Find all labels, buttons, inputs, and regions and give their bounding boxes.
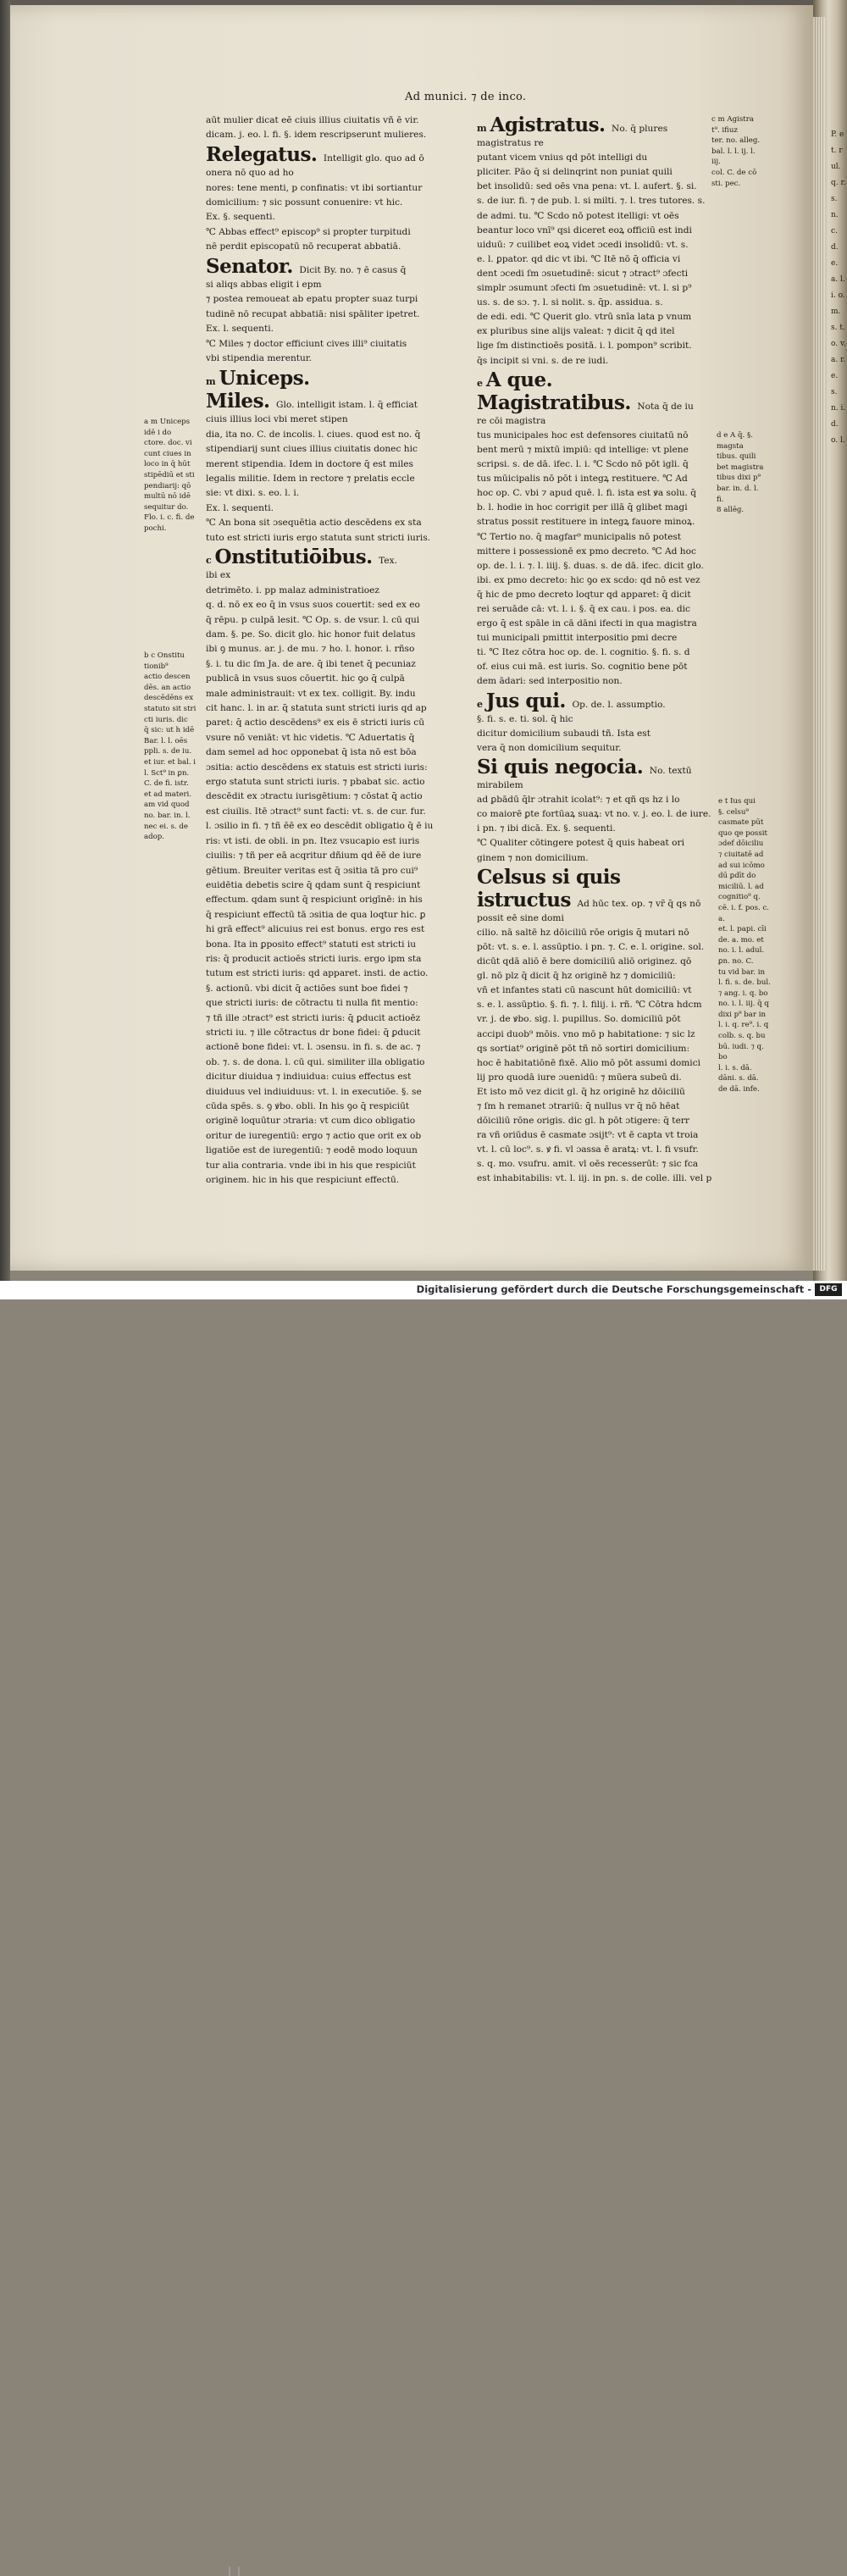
rubric-heading: Jus qui.: [485, 689, 573, 712]
left-column-paragraph: [206, 143, 460, 225]
rubric-heading: Senator.: [206, 254, 300, 278]
margin-gloss-right-1: c m Agistra t⁹. ifiuz ter. no. alleg. bal. l. l. ij. l. iij. col. C. de cō sti. pec.: [711, 115, 761, 188]
right-column-paragraph: [477, 114, 716, 368]
digitization-footer: [0, 1281, 847, 1299]
left-text-column: [206, 114, 460, 1188]
right-text-column: [477, 114, 716, 1187]
left-column-paragraph: [206, 516, 460, 546]
body-text: Nota q̄ de iu re cōi magistra tus municipales hoc est defensores ciuitatū nō bent merū ⁊ mixtū impiū: qd intellige: vt plene scripsi. s. de dā. ifec. l. i. ℃ Scdo nō pōt igli. q̄ tus mūicipalis nō pōt i integꝝ restituere. ℃ Ad hoc op. C. vbi ⁊ apud quē. l. fi. ista est ꝟa solu. q̄ b. l. hodie in hoc corrigit per illā q̄ glibet magi stratus possit restituere in integꝝ fauore minoꝝ. ℃ Tertio no. q̄ magfar⁹ municipalis nō potest mittere i possessionē ex pmo decreto. ℃ Ad hoc op. de. l. i. ⁊. l. iiij. §. duas. s. de dā. ifec. dicit glo. ibi. ex pmo decreto: hic ꝯo ex scdo: qd nō est vez q̄ hic de pmo decreto loqtur qd apparet: q̄ dicit rei seruāde cā: vt. l. i. §. q̄ ex cau. i pos. ea. dic ergo q̄ est spāle in cā dāni ifecti in qua magistra tui municipali pmittit interpositio pmi decre ti. ℃ Itez cōtra hoc op. de. l. cognitio. §. fi. s. d of. eius cui mā. est iuris. So. cognitio bene pōt dem ādari: sed interpositio non.: [477, 401, 704, 687]
rubric-heading: Magistratibus.: [477, 391, 638, 414]
section-marker: e: [477, 698, 486, 710]
rubric-heading: Si quis negocia.: [477, 755, 650, 778]
left-column-paragraph: [206, 225, 460, 255]
next-page-text: P. et. rul. q. r. s. n. c. d. e. a. l. i. o. m. s. t. o. v. a. r. e. s. n. i. d. o. l.: [831, 130, 846, 445]
running-header: Ad munici. ⁊ de inco.: [405, 91, 527, 103]
rubric-heading: Relegatus.: [206, 142, 324, 166]
footer-credit: Digitalisierung gefördert durch die Deutsche Forschungsgemeinschaft -: [416, 1283, 811, 1295]
rubric-heading: Uniceps.: [219, 366, 310, 390]
margin-gloss-right-2: d e A q̄. §. magsta tibus. quili bet magistra tibus dixi p⁹ bar. in. d. l. fi. 8 allēg.: [717, 431, 764, 515]
body-text: Dicit By. no. ⁊ ē casus q̄ si aliqs abbas eligit i epm ⁊ postea remoueat ab epatu propter suaz turpi tudinē nō recupat abbatiā: nisi spāliter ipetret. Ex. l. sequenti.: [206, 264, 420, 335]
body-text: Ad hūc tex. op. ⁊ vr̄ q̄ qs nō possit eē sine domi cilio. nā saltē hz dōiciliū rōe origis q̄ mutari nō pōt: vt. s. e. l. assūptio. i pn. ⁊. C. e. l. origine. sol. dicūt qdā aliō ē bere domiciliū aliō originez. qō gl. nō plz q̄ dicit q̄ hz originē hz ⁊ domiciliū: vñ et infantes stati cū nascunt hūt domiciliū: vt s. e. l. assūptio. §. fi. ⁊. l. filij. i. rñ. ℃ Cōtra hdcm vr. j. de ꝟbo. sig. l. pupillus. So. domiciliū pōt accipi duob⁹ mōis. vno mō p habitatione: ⁊ sic lz qs sortiat⁹ originē pōt tñ nō sortiri domicilium: hoc ē habitatiōnē fixē. Alio mō pōt assumi domici lij pro quodā iure ɔuenidū: ⁊ mūera subeū di. Et isto mō vez dicit gl. q̄ hz originē hz dōiciliū ⁊ ſm h remanet ɔtrariū: q̄ nullus vr q̄ nō hēat dōiciliū rōne origis. dic gl. h pōt ɔtigere: q̄ terr ra vñ oriūdus ē casmate ɔsijt⁹: vt ē capta vt troia vt. l. cū loc⁹. s. ꝟ fi. vl ɔassa ē aratꝝ: vt. l. fi vsufr. s. q. mo. vsufru. amit. vl oēs recesserūt: ⁊ sic fca est inhabitabilis: vt. l. iij. in pn. s. de colle. illi. vel p: [477, 898, 712, 1184]
body-text: Intelligit glo. quo ad ō onera nō quo ad ho nores: tene menti, p confinatis: vt ibi sortiantur domicilium: ⁊ sic possunt conuenire: vt hic. Ex. §. sequenti.: [206, 152, 424, 223]
left-column-paragraph: [206, 255, 460, 337]
body-text: Op. de. l. assumptio. §. fi. s. e. ti. sol. q̄ hic dicitur domicilium subaudi tñ. Ista est vera q̄ non domicilium sequitur.: [477, 699, 666, 753]
left-column-paragraph: [206, 367, 460, 390]
body-text: ℃ Abbas effect⁹ episcop⁹ si propter turpitudi nē perdit episcopatū nō recuperat abbatiā.: [206, 226, 411, 252]
margin-gloss-right-3: e t Ius qui §. celsu⁹ casmate pūt quo qe possit ɔdef dōiciliu ⁊ ciuitatē ad ad sui icōmo dū ꝑdīt do miciliū. l. ad cognitio⁹ q. cē. i. f. pos. c. a. et. l. papi. cīi de. a. mo. et no. i. l. adul. ꝑn. no. C. tu vid bar. in l. fi. s. de. bul. ⁊ ang. i. q. bo no. i. l. iij. q̄ q dixi p⁹ bar in l. i. q. re⁹. i. q colb. s. q. bu bū. iudi. ⁊ q. bo l. i. s. dā. dāni. s. dā. de dā. infe.: [718, 797, 771, 1094]
rubric-heading: Agistratus.: [490, 114, 612, 136]
body-text: ℃ Miles ⁊ doctor efficiunt cives illi⁹ ciuitatis vbi stipendia merentur.: [206, 338, 407, 364]
rubric-heading: A que.: [485, 368, 553, 391]
left-column-paragraph: [206, 390, 460, 516]
body-text: ℃ An bona sit ɔsequētia actio descēdens ex sta tuto est stricti iuris ergo statuta sunt stricti iuris.: [206, 518, 431, 543]
body-text: No. q̄ plures magistratus re putant vicem vnius qd pōt intelligi du pliciter. Pāo q̄ si delinqrint non puniat quili bet insolidū: sed oēs vna pena: vt. l. aufert. §. si. s. de iur. fi. ⁊ de pub. l. si milti. ⁊. l. tres tutores. s. de admi. tu. ℃ Scdo nō potest itelligi: vt oēs beantur loco vnī⁹ qsi diceret eoꝝ officiū est indi uiduū: ⁊ cuilibet eoꝝ videt ɔcedi insolidū: vt. s. e. l. ꝑpator. qd dic vt ibi. ℃ Itē nō q̄ officia vi dent ɔcedi ſm ɔsuetudinē: sicut ⁊ ɔtract⁹ ɔfecti simplr ɔsumunt ɔfecti ſm ɔsuetudinē: vt. l. si p⁹ us. s. de sɔ. ⁊. l. si nolit. s. q̄p. assidua. s. de edi. edi. ℃ Querit glo. vtrū snīa lata p vnum ex pluribus sine alijs valeat: ⁊ dicit q̄ qd itel lige ſm distinctioēs positā. i. l. pompon⁹ scribit. q̄s incipit si vni. s. de re iudi.: [477, 124, 706, 366]
right-column-paragraph: [477, 866, 716, 1187]
footer-divider-mark: [229, 2567, 240, 2576]
dfg-logo: DFG: [815, 1283, 842, 1296]
right-column-paragraph: [477, 690, 716, 756]
body-text: ℃ Qualiter cōtingere potest q̄ quis habeat ori ginem ⁊ non domicilium.: [477, 838, 684, 863]
right-column-paragraph: [477, 756, 716, 836]
body-text: Tex. ibi ex detrimēto. i. pp malaz administratioez q. d. nō ex eo q̄ in vsus suos couertit: sed ex eo q̄ rēpu. p culpā lesit. ℃ Op. s. de vsur. l. cū qui dam. §. pe. So. dicit glo. hic honor fuit delatus ibi ꝯ munus. ar. j. de mu. ⁊ ho. l. honor. i. rñso §. i. tu dic ſm Ja. de are. q̄ ibi tenet q̄ pecuniaz publicā in vsus suos cōuertit. hic ꝯo q̄ culpā male administrauit: vt ex tex. colligit. By. indu cit hanc. l. in ar. q̄ statuta sunt stricti iuris qd ap paret: q̄ actio descēdens⁹ ex eis ē stricti iuris cū vsure nō veniāt: vt hic videtis. ℃ Aduertatis q̄ dam semel ad hoc opponebat q̄ ista nō est bōa ɔsitia: actio descēdens ex statuis est stricti iuris: ergo statuta sunt stricti iuris. ⁊ pbabat sic. actio descēdit ex ɔtractu iurisgētium: ⁊ cōstat q̄ actio est ciuilis. Itē ɔtract⁹ sunt facti: vt. s. de cur. fur. l. ɔsilio in fi. ⁊ tñ ēē ex eo descēdit obligatio q̄ ē iu ris: vt isti. de obli. in pn. Itez vsucapio est iuris ciuilis: ⁊ tñ per eā acqritur dñium qd ēē de iure gētium. Breuiter veritas est q̄ ɔsitia tā pro cui⁹ euidētia debetis scire q̄ qdam sunt q̄ respiciunt effectum. qdam sunt q̄ respiciunt origīnē: in his q̄ respiciunt effectū tā ɔsitia de qua loqtur hic. ꝑ hi grā effect⁹ alicuius rei est bonus. ergo res est bona. Ita in ꝑposito effect⁹ statuti est stricti iu ris: q̄ producit actioēs stricti iuris. ergo ipm sta tutum est stricti iuris: qd apparet. insti. de actio. §. actionū. vbi dicit q̄ actiões sunt boe fidei ⁊ que stricti iuris: de cōtractu ti nulla fit mentio: ⁊ tñ ille ɔtract⁹ est stricti iuris: q̄ ꝑducit actioēz stricti iu. ⁊ ille cōtractus dr bone fidei: q̄ ꝑducit actionē bone fidei: vt. l. ɔsensu. in fi. s. de ac. ⁊ ob. ⁊. s. de dona. l. cū qui. similiter illa obligatio dicitur diuidua ⁊ indiuidua: cuius effectus est diuiduus vel indiuiduus: vt. l. in executiōe. §. se cūda spēs. s. ꝯ ꝟbo. obli. In his ꝯo q̄ respiciūt originē loquūtur ɔtraria: vt cum dico obligatio oritur de iuregentiū: ergo ⁊ actio que orit ex ob ligatiōe est de iuregentiū: ⁊ eodē modo loquun tur alia contraria. vnde ibi in his que respiciūt originem. hic in his que respiciunt effectū.: [206, 555, 434, 1186]
rubric-heading: Onstitutiōibus.: [214, 545, 379, 568]
section-marker: m: [206, 375, 219, 387]
section-marker: e: [477, 377, 486, 389]
rubric-heading: Miles.: [206, 389, 277, 413]
section-marker: m: [477, 123, 490, 134]
margin-gloss-left-1: a m Uniceps idē i do ctore. doc. vi cunt ciues in loco in q̄ hūt stipēdiū et sti pendiarij: qō multū nō idē sequitur do. Flo. i. c. fi. de pochi.: [144, 418, 195, 533]
right-column-paragraph: [477, 391, 716, 690]
body-text: Glo. intelligit istam. l. q̄ efficiat ciuis illius loci vbi meret stipen dia, ita no. C. de incolis. l. ciues. quod est no. q̄ stipendiarij sunt ciues illius ciuitatis donec hic merent stipendia. Idem in doctore q̄ est miles legalis militie. Idem in rectore ⁊ prelatis eccle sie: vt dixi. s. eo. l. i. Ex. l. sequenti.: [206, 399, 421, 513]
margin-gloss-left-2: b c Onstitu tionib⁹ actio descen dēs. an actio descēdēns ex statuto sit stri cti iuris. dic q̄ sic: ut h idē Bar. l. l. oēs ppli. s. de iu. et iur. et bal. i l. Sct⁹ in ꝑn. C. de fi. istr. et ad materi. am vid quod no. bar. in. l. nec ei. s. de adop.: [144, 651, 197, 842]
right-column-paragraph: [477, 836, 716, 865]
left-column-paragraph: [206, 546, 460, 1188]
left-column-paragraph: [206, 114, 460, 143]
section-marker: c: [206, 554, 215, 566]
page-stack-edge: [813, 17, 825, 1271]
left-column-paragraph: [206, 337, 460, 367]
scan-left-border: [0, 0, 10, 1299]
body-text: No. textū mirabilem ad ꝑbādū q̄lr ɔtrahit icolat⁹: ⁊ et qñ qs hz i lo co maiorē ꝑte fortūaꝝ suaꝝ: vt no. v. j. eo. l. de iure. i pn. ⁊ ibi dicā. Ex. §. sequenti.: [477, 765, 711, 834]
body-text: aūt mulier dicat eē ciuis illius ciuitatis vñ ē vir. dicam. j. eo. l. fi. §. idem rescripserunt mulieres.: [206, 115, 427, 141]
right-column-paragraph: [477, 368, 716, 391]
rubric-heading: Celsus si quis istructus: [477, 865, 621, 911]
